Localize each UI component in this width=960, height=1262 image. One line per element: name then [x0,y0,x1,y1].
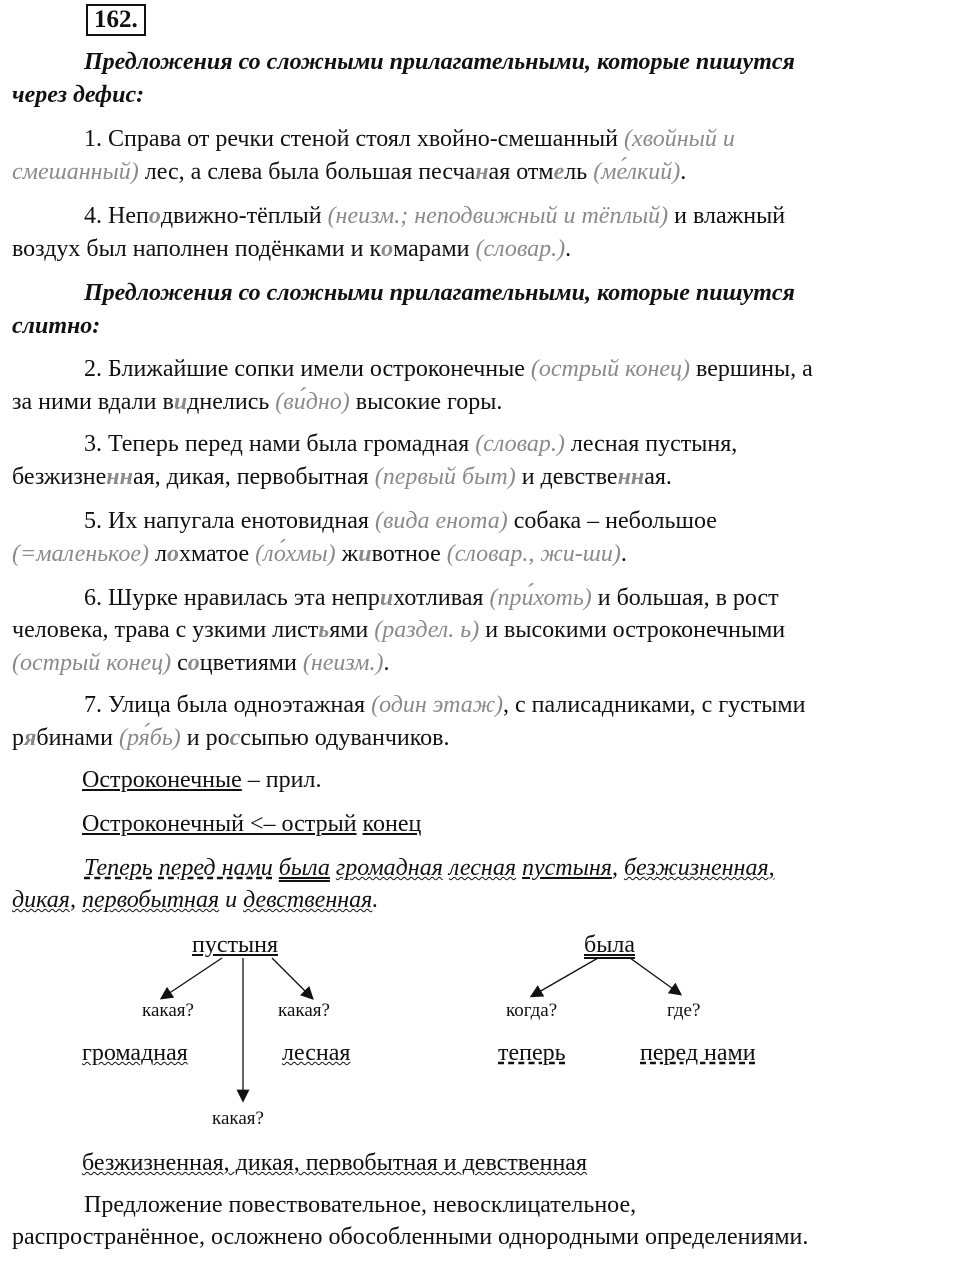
question-kakaya-2: какая? [278,1000,330,1021]
conclusion-line-1: Предложение повествовательное, невосклицательное, [84,1192,637,1218]
section-heading-hyphen: Предложения со сложными прилагательными, которые пишутся [84,49,795,75]
sentence-6-line-1: 6. Шурке нравилась эта неприхотливая (при́хоть) и большая, в рост [84,585,779,611]
sentence-5-line-1: 5. Их напугала енотовидная (вида енота) собака – небольшое [84,508,717,534]
tree-node-homogeneous: безжизненная, дикая, первобытная и девственная [82,1150,587,1176]
sentence-3-line-2: безжизненная, дикая, первобытная (первый быт) и девственная. [12,464,672,490]
question-kogda: когда? [506,1000,558,1021]
section-heading-solid-cont: слитно: [12,313,101,339]
question-kakaya-3: какая? [212,1108,264,1129]
question-kakaya-1: какая? [142,1000,194,1021]
sentence-5-line-2: (=маленькое) лохматое (ло́хмы) животное (словар., жи-ши). [12,541,627,567]
question-gde: где? [667,1000,701,1021]
tree-node-pered-nami: перед нами [640,1040,756,1066]
section-heading-hyphen-cont: через дефис: [12,82,145,108]
conclusion-line-2: распространённое, осложнено обособленными однородными определениями. [12,1224,809,1250]
morpheme-analysis-2: Остроконечный <– острый конец [82,811,422,837]
sentence-4-line-2: воздух был наполнен подёнками и комарами (словар.). [12,236,572,262]
sentence-2-line-1: 2. Ближайшие сопки имели остроконечные (острый конец) вершины, а [84,356,813,382]
tree-node-gromadnaya: громадная [82,1040,188,1066]
tree-node-lesnaya: лесная [282,1040,351,1066]
parsed-sentence-line-2: дикая, первобытная и девственная. [12,887,379,913]
arrow-to-lesnaya [272,958,312,998]
arrow-to-pered-nami [630,958,680,994]
sentence-6-line-2: человека, трава с узкими листьями (раздел. ь) и высокими остроконечными [12,617,786,643]
morpheme-analysis-1: Остроконечные – прил. [82,767,322,793]
sentence-7-line-2: рябинами (ря́бь) и россыпью одуванчиков. [12,725,450,751]
sentence-6-line-3: (острый конец) соцветиями (неизм.). [12,650,390,676]
section-heading-solid: Предложения со сложными прилагательными, которые пишутся [84,280,795,306]
parsed-sentence-line-1: Теперь перед нами была громадная лесная пустыня, безжизненная, [84,855,775,881]
tree-node-byla: была [584,932,635,958]
sentence-1-line-2: смешанный) лес, а слева была большая песчаная отмель (ме́лкий). [12,159,687,185]
sentence-7-line-1: 7. Улица была одноэтажная (один этаж), с палисадниками, с густыми [84,692,806,718]
arrow-to-teper [532,958,598,996]
sentence-4-line-1: 4. Неподвижно-тёплый (неизм.; неподвижный и тёплый) и влажный [84,203,786,229]
exercise-number: 162. [86,4,146,36]
sentence-3-line-1: 3. Теперь перед нами была громадная (словар.) лесная пустыня, [84,431,738,457]
sentence-2-line-2: за ними вдали виднелись (ви́дно) высокие горы. [12,389,503,415]
arrow-to-gromadnaya [162,958,222,998]
tree-node-teper: теперь [498,1040,566,1066]
tree-node-pustynya: пустыня [192,932,278,958]
sentence-1-line-1: 1. Справа от речки стеной стоял хвойно-смешанный (хвойный и [84,126,735,152]
